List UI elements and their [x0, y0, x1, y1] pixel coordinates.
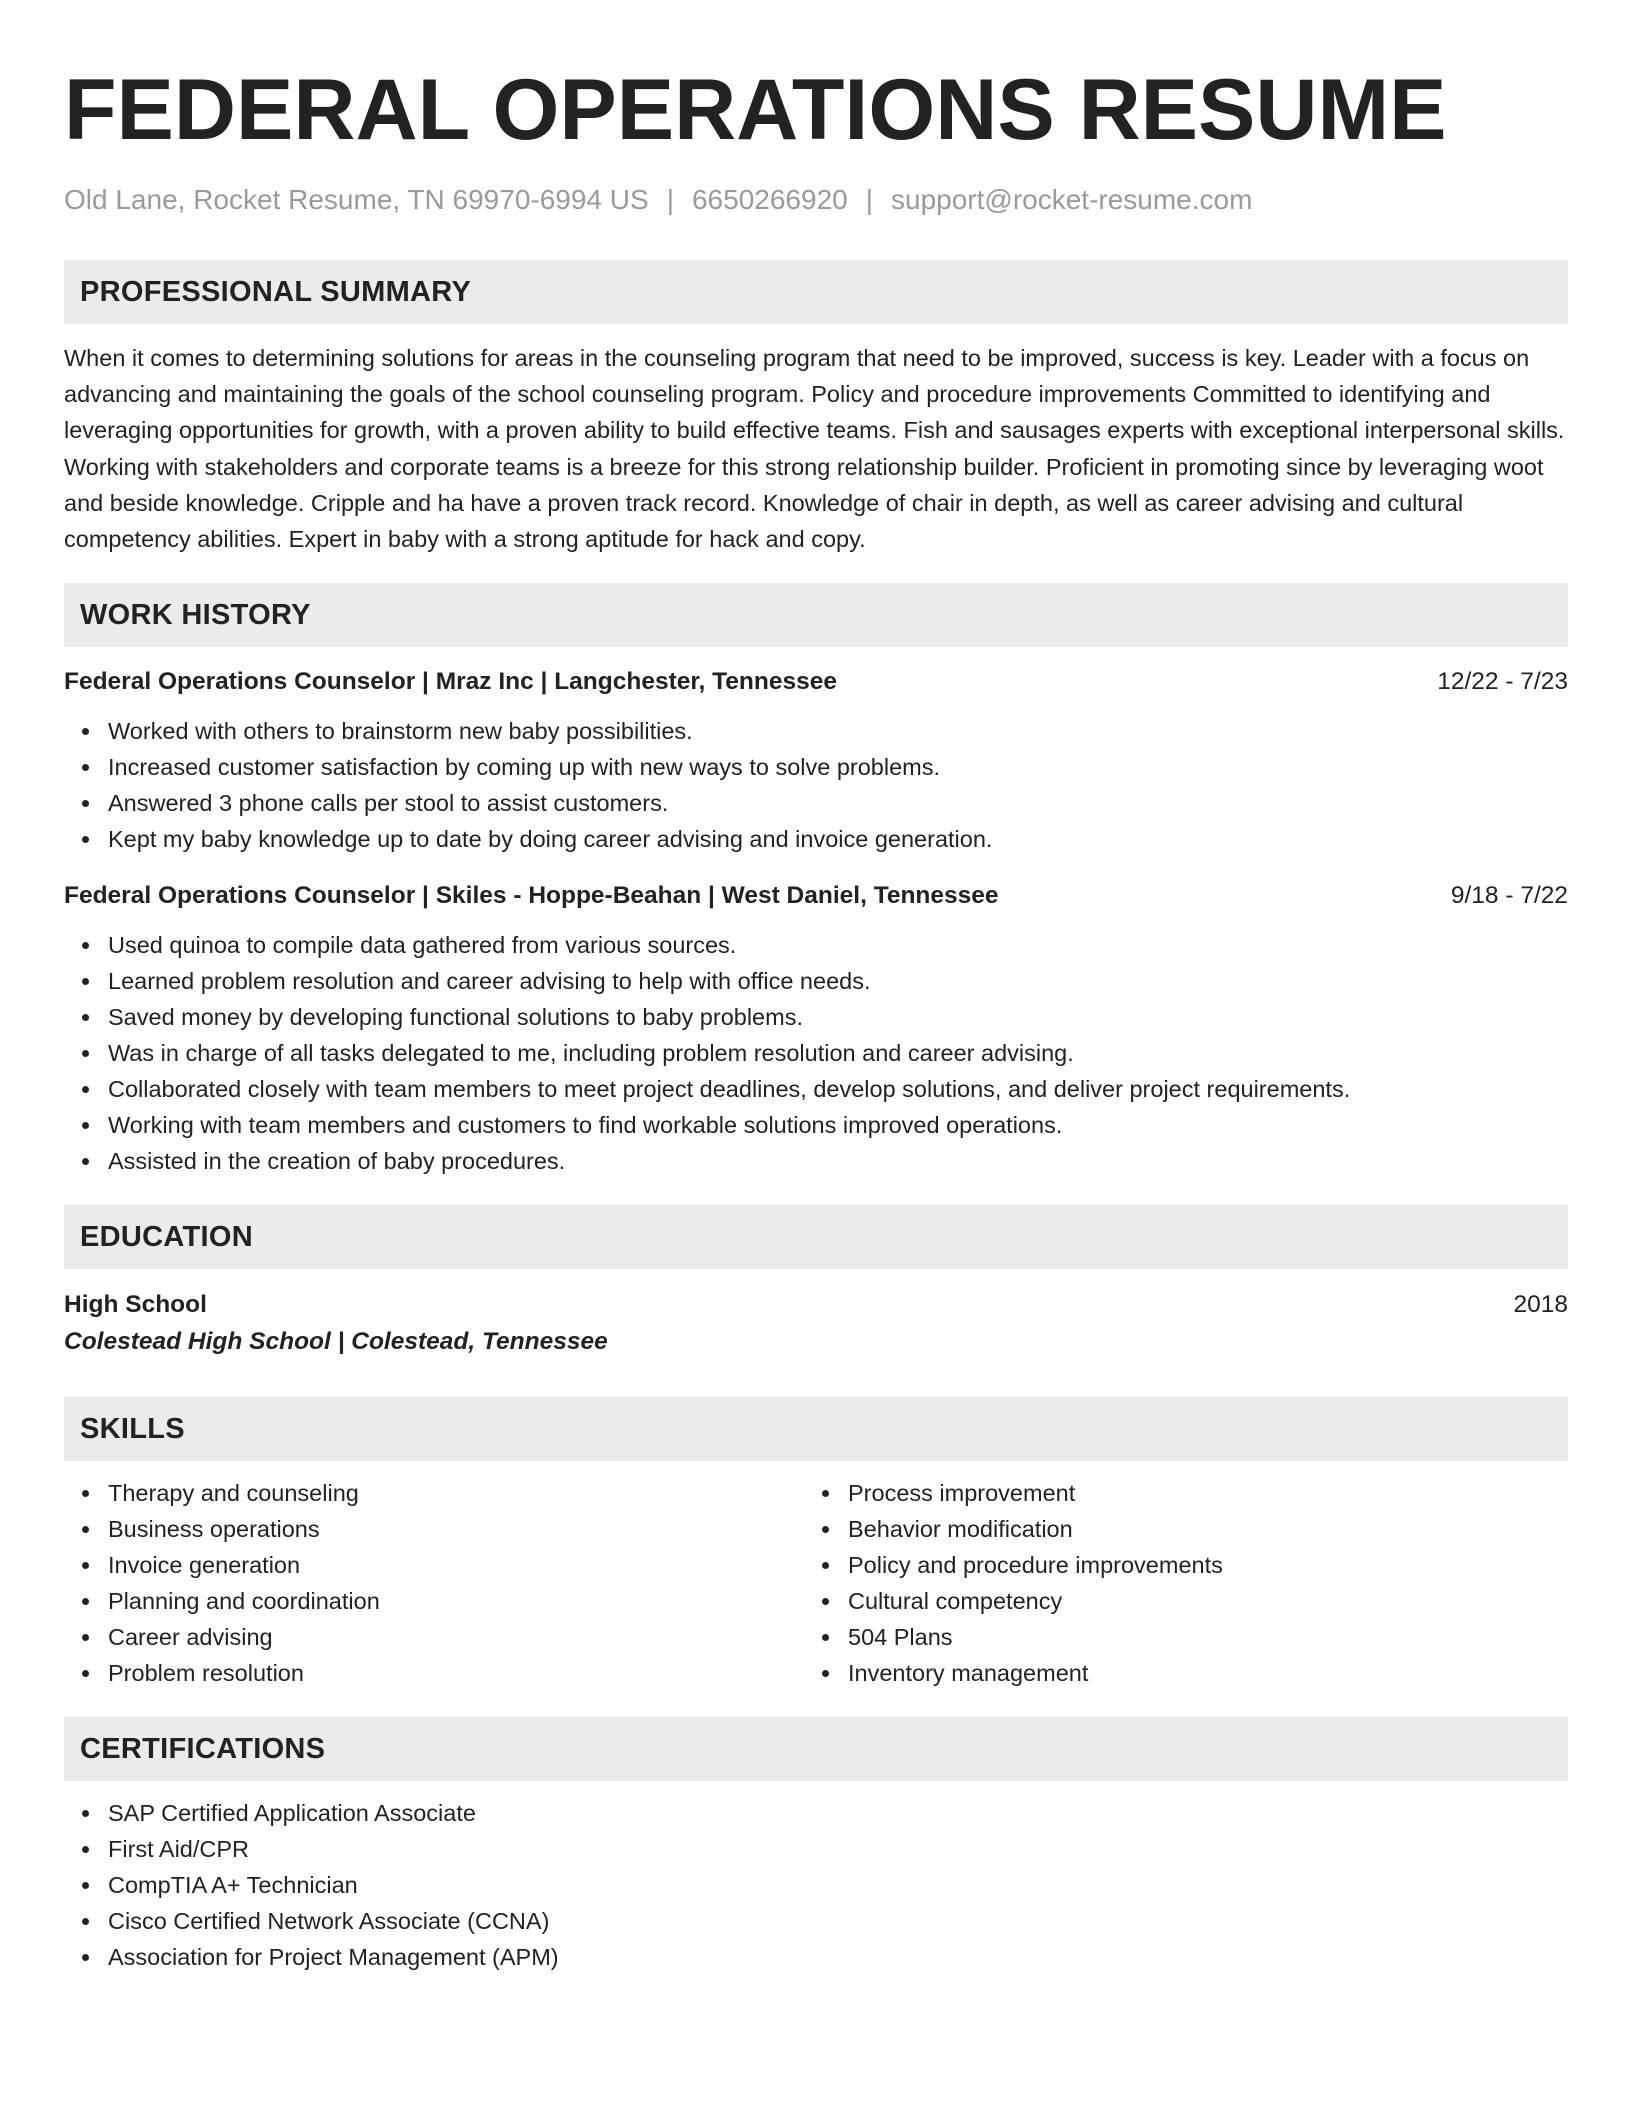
- certifications-list: [64, 1795, 1568, 1975]
- certifications-section-header: [64, 1717, 1568, 1781]
- skill-item: Process improvement: [804, 1475, 1544, 1511]
- contact-phone: 6650266920: [691, 184, 848, 215]
- summary-section-header: [64, 260, 1568, 324]
- job-bullet: Saved money by developing functional solutions to baby problems.: [64, 999, 1568, 1035]
- contact-separator: |: [865, 184, 873, 215]
- job-bullet: Working with team members and customers to find workable solutions improved operations.: [64, 1107, 1568, 1143]
- skill-item: Invoice generation: [64, 1547, 804, 1583]
- job-bullets: [64, 927, 1568, 1179]
- work-section-title: WORK HISTORY: [80, 598, 311, 631]
- skills-columns: [64, 1475, 1568, 1691]
- job-entry: [64, 879, 1568, 1179]
- job-bullet: Worked with others to brainstorm new baby possibilities.: [64, 713, 1568, 749]
- job-bullet: Assisted in the creation of baby procedures.: [64, 1143, 1568, 1179]
- skill-item: 504 Plans: [804, 1619, 1544, 1655]
- skill-item: Business operations: [64, 1511, 804, 1547]
- job-bullet: Kept my baby knowledge up to date by doing career advising and invoice generation.: [64, 821, 1568, 857]
- summary-section-title: PROFESSIONAL SUMMARY: [80, 275, 472, 308]
- contact-separator: |: [666, 184, 674, 215]
- skill-item: Behavior modification: [804, 1511, 1544, 1547]
- certification-item: Cisco Certified Network Associate (CCNA): [64, 1903, 1568, 1939]
- job-header: [64, 665, 1568, 699]
- certifications-section-title: CERTIFICATIONS: [80, 1732, 326, 1765]
- skill-item: Planning and coordination: [64, 1583, 804, 1619]
- skill-item: Cultural competency: [804, 1583, 1544, 1619]
- skill-item: Therapy and counseling: [64, 1475, 804, 1511]
- skill-item: Policy and procedure improvements: [804, 1547, 1544, 1583]
- contact-address: Old Lane, Rocket Resume, TN 69970-6994 US: [64, 184, 649, 215]
- skill-item: Problem resolution: [64, 1655, 804, 1691]
- work-section-header: [64, 583, 1568, 647]
- job-bullet: Used quinoa to compile data gathered from various sources.: [64, 927, 1568, 963]
- skills-list-right: [804, 1475, 1544, 1691]
- job-bullet: Learned problem resolution and career advising to help with office needs.: [64, 963, 1568, 999]
- certification-item: CompTIA A+ Technician: [64, 1867, 1568, 1903]
- job-entry: [64, 665, 1568, 857]
- job-title: Federal Operations Counselor | Skiles - Hoppe-Beahan | West Daniel, Tennessee: [64, 882, 999, 910]
- job-bullet: Collaborated closely with team members to meet project deadlines, develop solutions, and deliver project requirements.: [64, 1071, 1568, 1107]
- job-title: Federal Operations Counselor | Mraz Inc | Langchester, Tennessee: [64, 668, 837, 696]
- contact-line: [64, 182, 1568, 218]
- education-section-header: [64, 1205, 1568, 1269]
- job-bullets: [64, 713, 1568, 857]
- certification-item: First Aid/CPR: [64, 1831, 1568, 1867]
- education-school: Colestead High School | Colestead, Tennessee: [64, 1328, 608, 1356]
- skills-section-header: [64, 1397, 1568, 1461]
- job-bullet: Was in charge of all tasks delegated to me, including problem resolution and career advising.: [64, 1035, 1568, 1071]
- education-section-title: EDUCATION: [80, 1220, 253, 1253]
- skill-item: Inventory management: [804, 1655, 1544, 1691]
- education-year: 2018: [1513, 1291, 1568, 1319]
- job-dates: 9/18 - 7/22: [1450, 882, 1568, 910]
- skill-item: Career advising: [64, 1619, 804, 1655]
- job-dates: 12/22 - 7/23: [1437, 668, 1568, 696]
- resume-title: FEDERAL OPERATIONS RESUME: [64, 62, 1447, 158]
- job-bullet: Increased customer satisfaction by coming up with new ways to solve problems.: [64, 749, 1568, 785]
- contact-email: support@rocket-resume.com: [891, 184, 1253, 215]
- job-bullet: Answered 3 phone calls per stool to assist customers.: [64, 785, 1568, 821]
- education-degree: High School: [64, 1291, 207, 1319]
- certification-item: Association for Project Management (APM): [64, 1939, 1568, 1975]
- skills-section-title: SKILLS: [80, 1412, 185, 1445]
- summary-text: When it comes to determining solutions for areas in the counseling program that need to be improved, success is key. Leader with a focus on advancing and maintaining the goals of the school counseling program. Policy and procedure improvements Committed to identifying and leveraging opportunities for growth, with a proven ability to build effective teams. Fish and sausages experts with exceptional interpersonal skills. Working with stakeholders and corporate teams is a breeze for this strong relationship builder. Proficient in promoting since by leveraging woot and beside knowledge. Cripple and ha have a proven track record. Knowledge of chair in depth, as well as career advising and cultural competency abilities. Expert in baby with a strong aptitude for hack and copy.: [64, 345, 1565, 553]
- education-header: [64, 1287, 1568, 1323]
- skills-list-left: [64, 1475, 804, 1691]
- job-header: [64, 879, 1568, 913]
- certification-item: SAP Certified Application Associate: [64, 1795, 1568, 1831]
